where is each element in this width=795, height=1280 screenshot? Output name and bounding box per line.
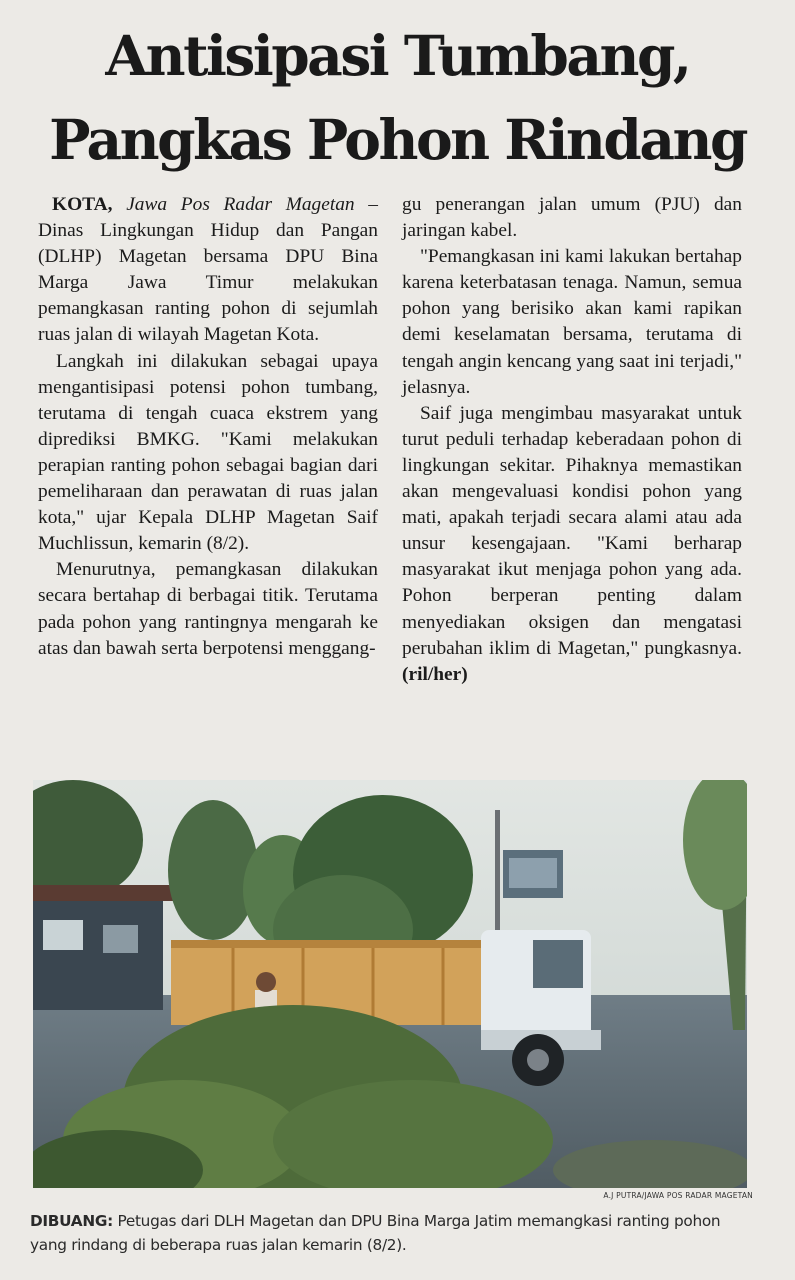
paragraph-1 bbox=[38, 192, 378, 349]
author-initials: (ril/her) bbox=[402, 663, 468, 685]
paragraph-5: "Pemangkasan ini kami lakukan bertahap karena keterbatasan tenaga. Namun, semua pohon yang berisiko akan kami rapikan demi keselamatan bersama, terutama di tengah angin kencang yang saat ini terjadi," jelasnya. bbox=[402, 246, 742, 398]
paragraph-1-body: – Dinas Lingkungan Hidup dan Pangan (DLHP) Magetan bersama DPU Bina Marga Jawa Timur melakukan pemangkasan ranting pohon di sejumlah ruas jalan di wilayah Magetan Kota. bbox=[38, 194, 378, 346]
paragraph-2: Langkah ini dilakukan sebagai upaya mengantisipasi potensi pohon tumbang, terutama di tengah cuaca ekstrem yang diprediksi BMKG. "Kami melakukan perapian ranting pohon sebagai bagian dari pemeliharaan dan perawatan di ruas jalan kota," ujar Kepala DLHP Magetan Saif Muchlissun, kemarin (8/2). bbox=[38, 350, 378, 555]
news-photo bbox=[33, 780, 747, 1188]
paragraph-4: gu penerangan jalan umum (PJU) dan jaringan kabel. bbox=[402, 194, 742, 242]
caption-text: Petugas dari DLH Magetan dan DPU Bina Marga Jatim memangkasi ranting pohon yang rindang di beberapa ruas jalan kemarin (8/2). bbox=[30, 1212, 721, 1254]
photo-caption bbox=[30, 1209, 760, 1257]
paragraph-3: Menurutnya, pemangkasan dilakukan secara bertahap di berbagai titik. Terutama pada pohon yang rantingnya mengarah ke atas dan bawah serta berpotensi menggang- bbox=[38, 559, 378, 659]
article-column-right bbox=[402, 192, 742, 688]
dateline-source: Jawa Pos Radar Magetan bbox=[126, 194, 355, 215]
dateline-place: KOTA, bbox=[52, 194, 113, 215]
photo-illustration bbox=[33, 780, 747, 1188]
photo-credit: A.J PUTRA/JAWA POS RADAR MAGETAN bbox=[603, 1191, 753, 1200]
headline bbox=[0, 14, 795, 182]
headline-line-2: Pangkas Pohon Rindang bbox=[49, 107, 746, 172]
paragraph-6 bbox=[402, 401, 742, 688]
article-column-left bbox=[38, 192, 378, 662]
caption-label: DIBUANG: bbox=[30, 1212, 113, 1230]
headline-line-1: Antisipasi Tumbang, bbox=[105, 23, 690, 88]
paragraph-6-body: Saif juga mengimbau masyarakat untuk turut peduli terhadap keberadaan pohon di lingkungan sekitar. Pihaknya memastikan akan mengevaluasi kondisi pohon yang mati, apakah terjadi secara alami atau ada unsur kesengajaan. "Kami berharap masyarakat ikut menjaga pohon yang ada. Pohon berperan penting dalam menyediakan oksigen dan mengatasi perubahan iklim di Magetan," pungkasnya. bbox=[402, 402, 742, 659]
